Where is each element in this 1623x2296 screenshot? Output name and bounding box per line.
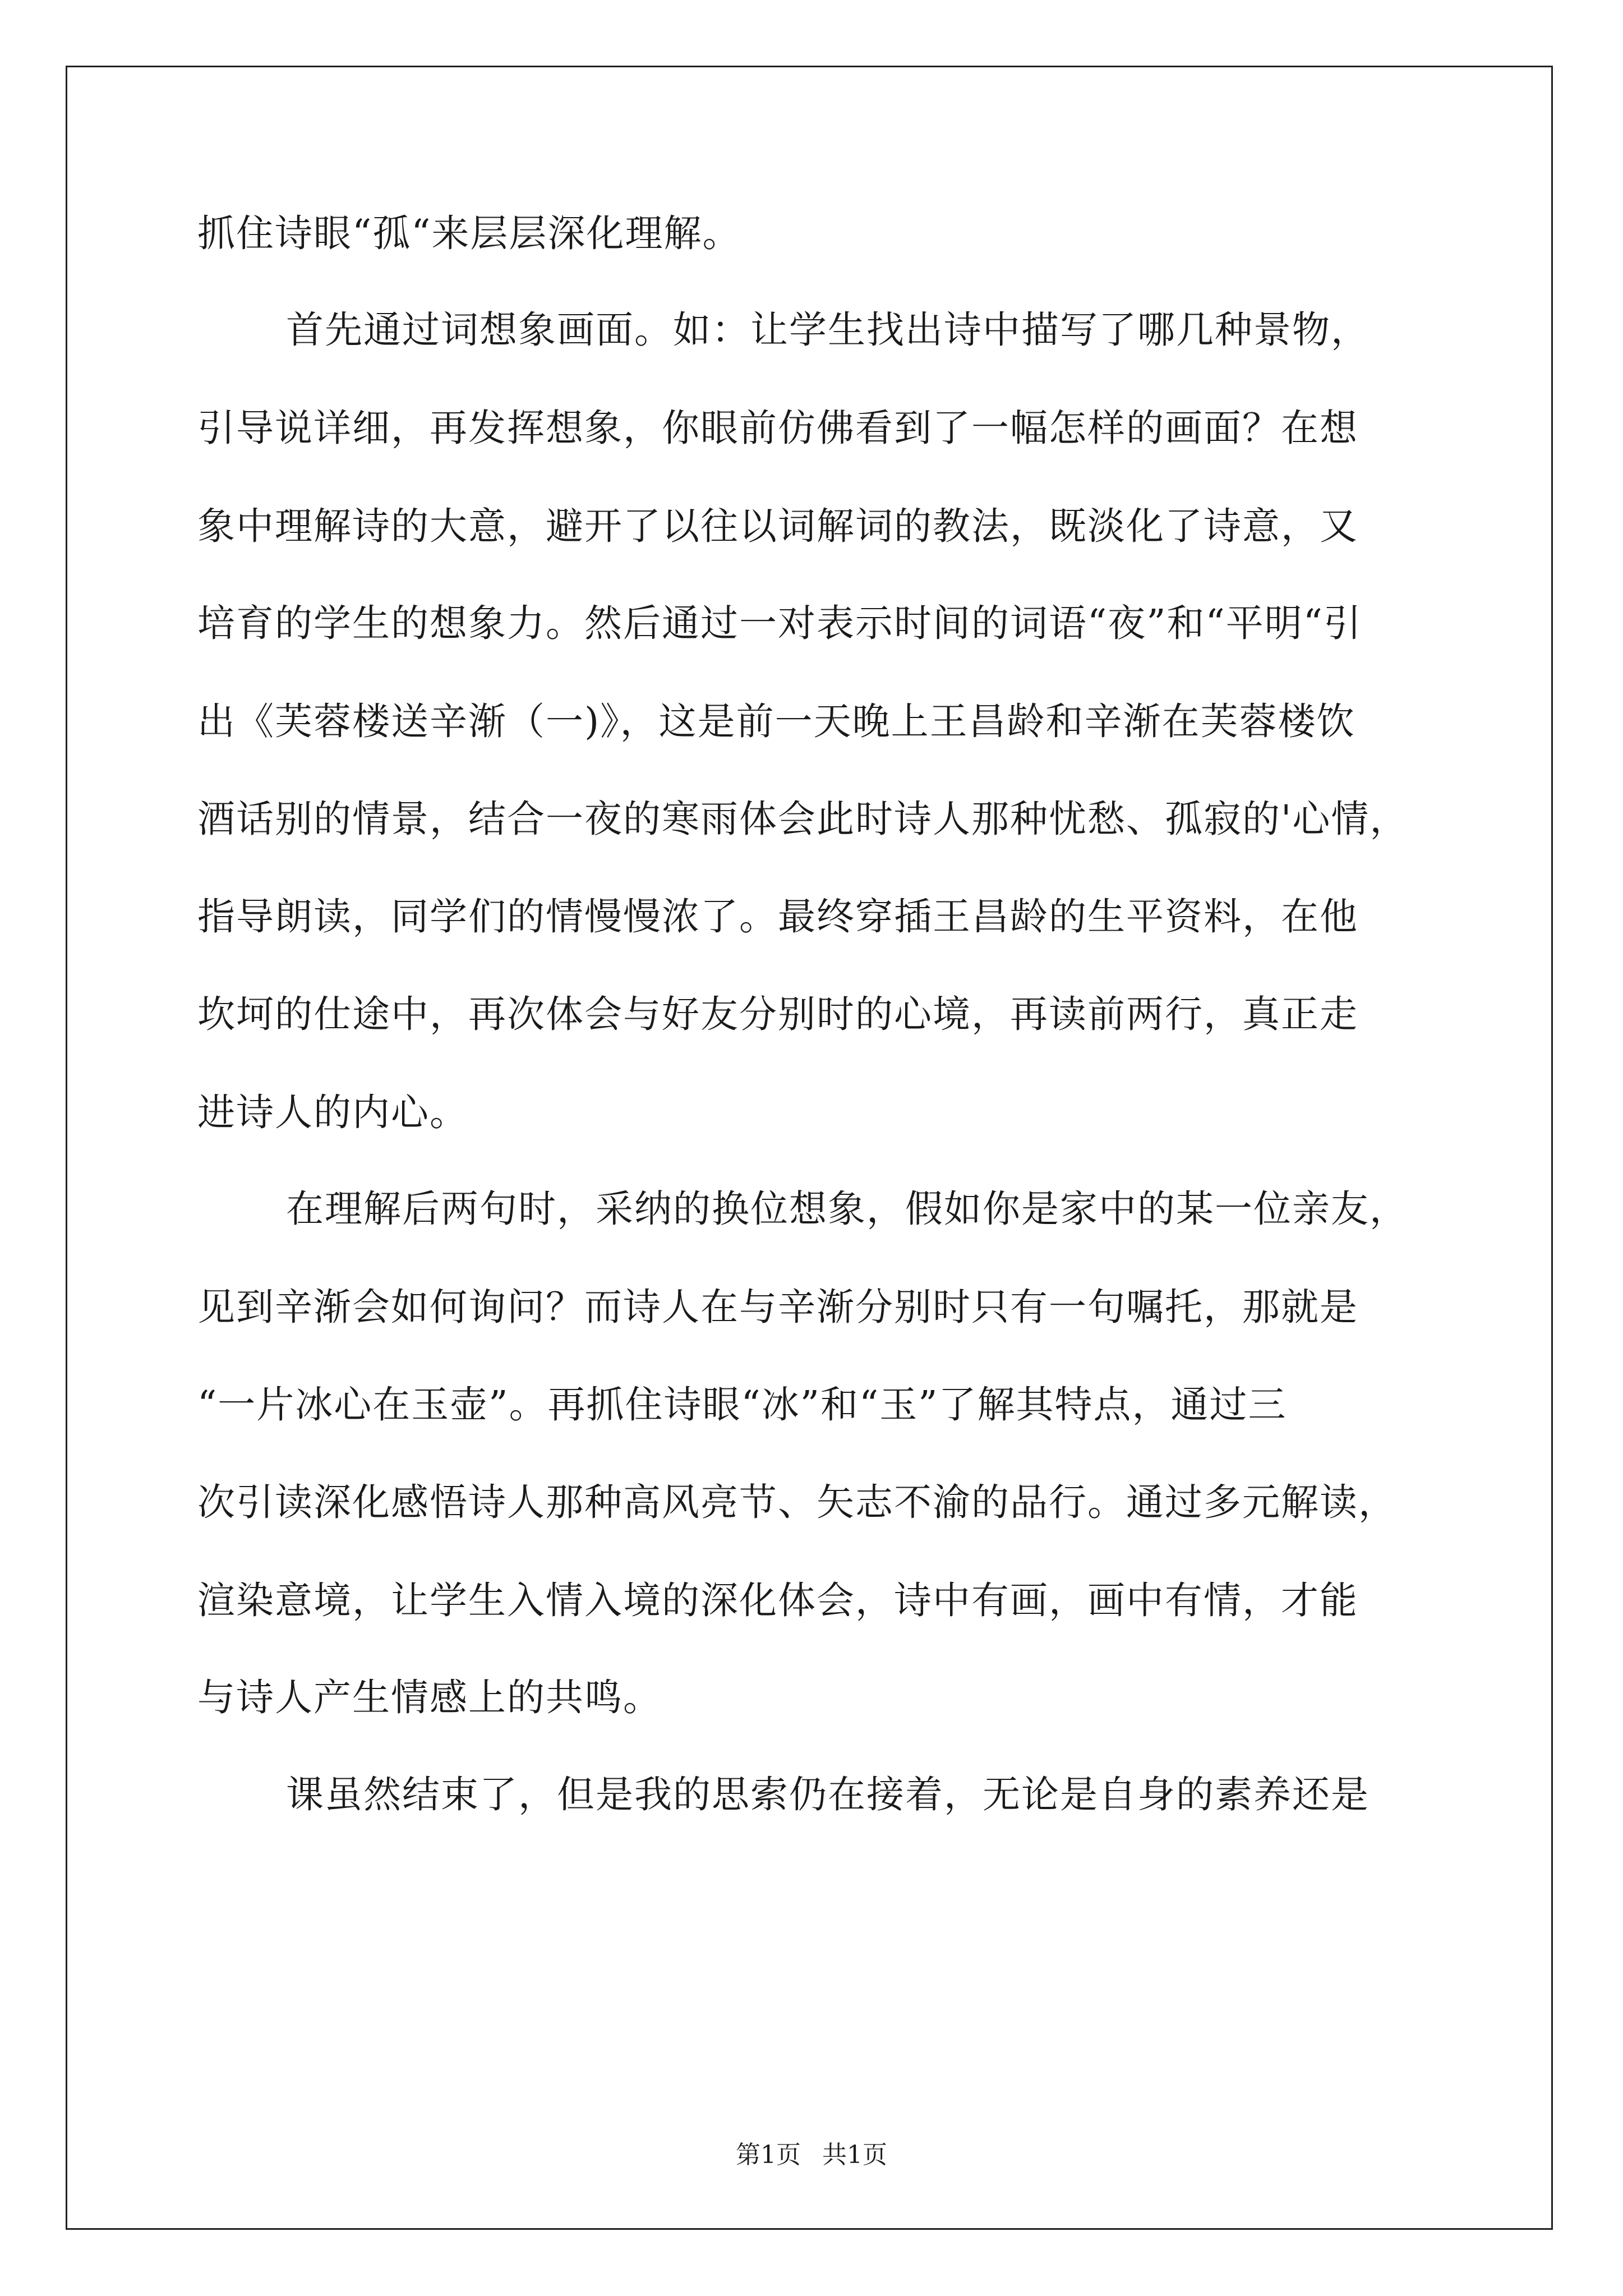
text-line-15: 渲染意境，让学生入情入境的深化体会，诗中有画，画中有情，才能 — [197, 1579, 1358, 1622]
text-line-16: 与诗人产生情感上的共鸣。 — [197, 1676, 662, 1719]
text-line-17: 课虽然结束了，但是我的思索仍在接着，无论是自身的素养还是 — [286, 1773, 1370, 1816]
text-line-6: 出《芙蓉楼送辛渐（一)》，这是前一天晚上王昌龄和辛渐在芙蓉楼饮 — [197, 700, 1355, 743]
text-line-4: 象中理解诗的大意，避开了以往以词解词的教法，既淡化了诗意，又 — [197, 504, 1358, 548]
text-line-3: 引导说详细，再发挥想象，你眼前仿佛看到了一幅怎样的画面？在想 — [197, 406, 1358, 450]
text-line-10: 进诗人的内心。 — [197, 1091, 468, 1134]
text-line-8: 指导朗读，同学们的情慢慢浓了。最终穿插王昌龄的生平资料，在他 — [197, 895, 1358, 938]
page-border — [66, 66, 1553, 2230]
text-line-7: 酒话别的情景，结合一夜的寒雨体会此时诗人那种忧愁、孤寂的'心情， — [197, 797, 1409, 841]
text-line-1: 抓住诗眼“孤“来层层深化理解。 — [197, 211, 741, 255]
page-total: 共1页 — [822, 2141, 887, 2169]
text-line-9: 坎坷的仕途中，再次体会与好友分别时的心境，再读前两行，真正走 — [197, 992, 1358, 1036]
text-line-14: 次引读深化感悟诗人那种高风亮节、矢志不渝的品行。通过多元解读， — [197, 1480, 1397, 1524]
text-line-12: 见到辛渐会如何询问？而诗人在与辛渐分别时只有一句嘱托，那就是 — [197, 1285, 1358, 1329]
text-line-13: “一片冰心在玉壶”。再抓住诗眼“冰”和“玉”了解其特点，通过三 — [197, 1383, 1287, 1427]
text-line-2: 首先通过词想象画面。如：让学生找出诗中描写了哪几种景物， — [286, 308, 1370, 352]
text-line-5: 培育的学生的想象力。然后通过一对表示时间的词语“夜”和“平明“引 — [197, 601, 1363, 645]
text-line-11: 在理解后两句时，采纳的换位想象，假如你是家中的某一位亲友， — [286, 1187, 1408, 1231]
page-number: 第1页 — [736, 2141, 801, 2169]
page-footer — [0, 2134, 1623, 2170]
